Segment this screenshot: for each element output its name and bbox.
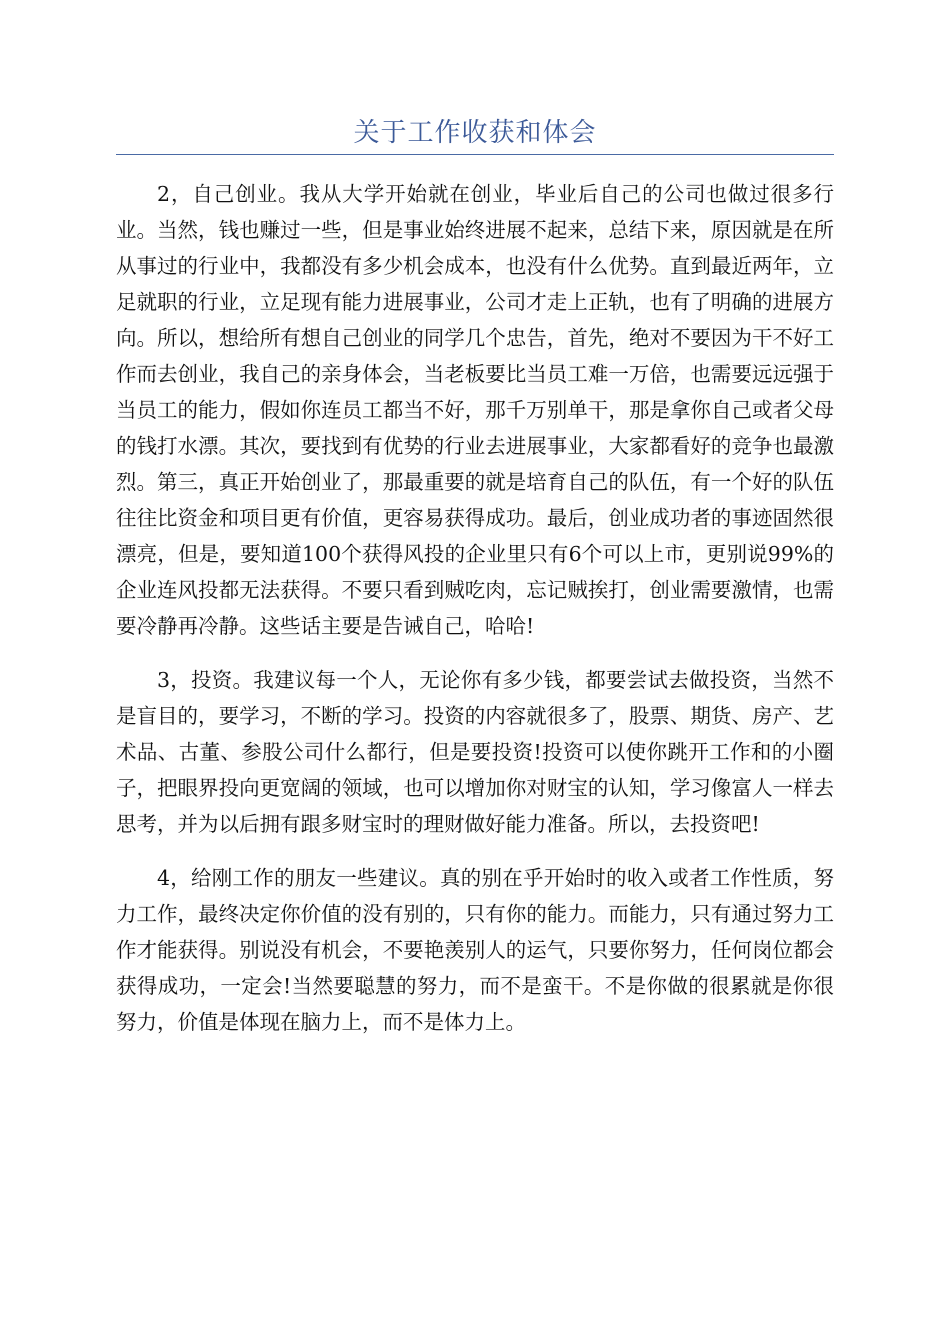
paragraph-advice: 4，给刚工作的朋友一些建议。真的别在乎开始时的收入或者工作性质，努力工作，最终决定你价值的没有别的，只有你的能力。而能力，只有通过努力工作才能获得。别说没有机会，不要艳羡别人的运气，只要你努力，任何岗位都会获得成功，一定会!当然要聪慧的努力，而不是蛮干。不是你做的很累就是你很努力，价值是体现在脑力上，而不是体力上。 [116,866,834,1034]
paragraph-entrepreneurship: 2，自己创业。我从大学开始就在创业，毕业后自己的公司也做过很多行业。当然，钱也赚过一些，但是事业始终进展不起来，总结下来，原因就是在所从事过的行业中，我都没有多少机会成本，也没有什么优势。直到最近两年，立足就职的行业，立足现有能力进展事业，公司才走上正轨，也有了明确的进展方向。所以，想给所有想自己创业的同学几个忠告，首先，绝对不要因为干不好工作而去创业，我自己的亲身体会，当老板要比当员工难一万倍，也需要远远强于当员工的能力，假如你连员工都当不好，那千万别单干，那是拿你自己或者父母的钱打水漂。其次，要找到有优势的行业去进展事业，大家都看好的竞争也最激烈。第三，真正开始创业了，那最重要的就是培育自己的队伍，有一个好的队伍往往比资金和项目更有价值，更容易获得成功。最后，创业成功者的事迹固然很漂亮，但是，要知道100个获得风投的企业里只有6个可以上市，更别说99%的企业连风投都无法获得。不要只看到贼吃肉，忘记贼挨打，创业需要激情，也需要冷静再冷静。这些话主要是告诫自己，哈哈! [116,182,834,638]
paragraph-investment: 3，投资。我建议每一个人，无论你有多少钱，都要尝试去做投资，当然不是盲目的，要学习，不断的学习。投资的内容就很多了，股票、期货、房产、艺术品、古董、参股公司什么都行，但是要投资!投资可以使你跳开工作和的小圈子，把眼界投向更宽阔的领域，也可以增加你对财宝的认知，学习像富人一样去思考，并为以后拥有跟多财宝时的理财做好能力准备。所以，去投资吧! [116,668,834,836]
document-title: 关于工作收获和体会 [353,118,597,148]
title-underline [116,154,834,155]
document-body [116,176,834,1058]
